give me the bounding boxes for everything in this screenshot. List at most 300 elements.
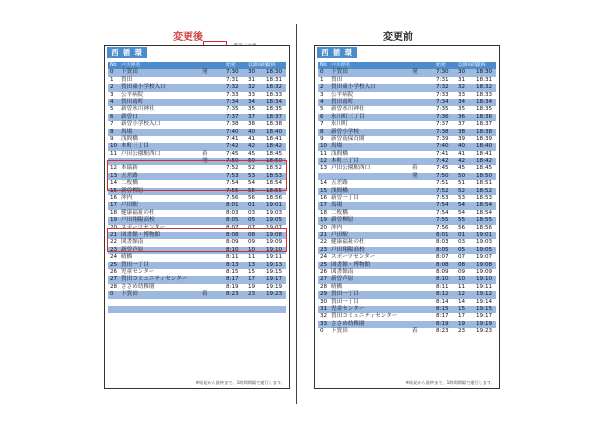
table-cell: 8:05	[226, 217, 239, 224]
table-cell: 賀田東小学校入口	[331, 84, 376, 91]
table-cell: 8:12	[436, 291, 449, 298]
table-cell: ささめ幼稚園	[121, 283, 155, 290]
table-cell: 18	[110, 209, 118, 216]
table-cell: 19:05	[476, 246, 493, 253]
table-cell: 15	[248, 268, 256, 275]
table-cell: 賀田一丁目	[331, 298, 359, 305]
table-cell: スポーツセンター	[121, 224, 166, 231]
column-header: 始発	[226, 63, 236, 68]
table-cell: 下賀田	[121, 69, 138, 76]
table-cell: 8:01	[226, 202, 239, 209]
table-cell: 11	[458, 283, 466, 290]
table-cell: 54	[458, 202, 466, 209]
table-cell: 36	[458, 113, 466, 120]
table-cell: 18:30	[266, 69, 283, 76]
table-cell: 39	[458, 135, 466, 142]
table-cell: 19:15	[266, 268, 283, 275]
table-cell: 新曽芦原	[121, 246, 144, 253]
table-cell: 2	[110, 84, 114, 91]
table-cell: 45	[248, 150, 256, 157]
table-cell: 18:33	[476, 91, 493, 98]
table-cell: 18:52	[266, 165, 283, 172]
table-cell: 52	[248, 165, 256, 172]
timetable-after	[104, 45, 290, 389]
table-row	[318, 299, 496, 306]
table-cell: 18:42	[476, 158, 493, 165]
table-cell: 8	[320, 128, 324, 135]
table-cell: 7:40	[436, 143, 449, 150]
table-cell: 26	[320, 268, 328, 275]
table-cell: 19:01	[476, 231, 493, 238]
table-cell: 19:09	[476, 268, 493, 275]
table-cell: 7	[320, 121, 324, 128]
table-cell: 19	[248, 283, 256, 290]
table-cell: 30	[320, 298, 328, 305]
table-cell: 18:32	[266, 84, 283, 91]
table-cell: 22	[110, 239, 118, 246]
table-cell: 7:54	[436, 209, 449, 216]
table-cell: 図書館・博物館	[121, 231, 161, 238]
table-cell: 図書館南	[121, 239, 144, 246]
table-cell: 23	[248, 291, 256, 298]
table-row	[318, 180, 496, 187]
table-cell: 7	[110, 121, 114, 128]
table-cell: 10	[110, 143, 118, 150]
table-cell: 新曽口	[121, 113, 138, 120]
table-cell: 8:10	[226, 246, 239, 253]
table-cell: 50	[458, 172, 466, 179]
table-cell: 14	[110, 180, 118, 187]
table-cell: 01	[248, 202, 256, 209]
table-cell: 賀田南町	[121, 98, 144, 105]
table-cell: 18	[320, 209, 328, 216]
timetable-rows	[318, 62, 496, 335]
table-cell: 発	[202, 69, 208, 76]
table-cell: 二枚橋	[121, 180, 138, 187]
table-cell: 7:36	[436, 113, 449, 120]
table-cell: 新曽氷川神社	[121, 106, 155, 113]
table-cell: 7:41	[226, 135, 239, 142]
table-cell: 40	[458, 143, 466, 150]
table-cell: 23	[320, 246, 328, 253]
table-cell: 09	[248, 239, 256, 246]
table-cell: 8:14	[436, 298, 449, 305]
table-cell: 15	[110, 187, 118, 194]
table-cell: 8:15	[436, 305, 449, 312]
table-cell: 着	[202, 291, 208, 298]
table-cell: 53	[248, 172, 256, 179]
table-cell: 18:30	[476, 69, 493, 76]
table-cell: 8:03	[436, 239, 449, 246]
table-cell: 19:11	[266, 254, 283, 261]
table-cell: 18:37	[476, 121, 493, 128]
table-cell: 0	[320, 69, 324, 76]
table-cell: 8	[110, 128, 114, 135]
table-cell: 7:51	[436, 180, 449, 187]
column-header: バス停名	[331, 63, 351, 68]
table-cell: 12	[320, 158, 328, 165]
table-cell: 32	[248, 84, 256, 91]
table-cell: 健康福祉の杜	[331, 239, 365, 246]
table-cell: 7:45	[226, 150, 239, 157]
table-cell: 19:17	[476, 313, 493, 320]
table-cell: 新曽小学校入口	[121, 121, 161, 128]
table-row	[318, 313, 496, 320]
table-cell: 賀田南町	[331, 98, 354, 105]
table-cell: 18:32	[476, 84, 493, 91]
table-cell: 二枚橋	[331, 209, 348, 216]
table-row	[318, 225, 496, 232]
table-cell: 9	[110, 135, 114, 142]
table-cell: 20	[110, 224, 118, 231]
table-cell: 54	[248, 180, 256, 187]
table-cell: 7:31	[436, 76, 449, 83]
timetable-rows	[108, 62, 286, 321]
table-cell: 下賀田	[331, 69, 348, 76]
table-cell: 8:15	[226, 268, 239, 275]
table-row	[108, 306, 286, 313]
table-cell: 新曽柳原	[121, 187, 144, 194]
table-cell: 38	[458, 128, 466, 135]
table-cell: 21	[320, 231, 328, 238]
table-cell: 7:52	[436, 187, 449, 194]
table-cell: 19:23	[266, 291, 283, 298]
table-cell: 18:53	[266, 172, 283, 179]
column-header: 以降毎時	[248, 63, 268, 68]
table-cell: 7:31	[226, 76, 239, 83]
table-cell: 30	[248, 69, 256, 76]
table-cell: 18:53	[476, 195, 493, 202]
before-heading: 変更前	[383, 32, 413, 43]
table-cell: 18:50	[476, 172, 493, 179]
column-header: 始発	[436, 63, 446, 68]
table-cell: 賀田	[331, 76, 343, 83]
table-cell: 8:13	[226, 261, 239, 268]
table-cell: 18:40	[266, 128, 283, 135]
table-cell: 7:50	[226, 158, 239, 165]
table-cell: 7:37	[226, 113, 239, 120]
table-cell: 19:23	[476, 328, 493, 335]
footnote: ※始発から最終まで、1時間間隔で運行します。	[405, 380, 495, 385]
table-cell: 28	[320, 283, 328, 290]
table-cell: 26	[110, 268, 118, 275]
table-cell: 7:39	[436, 135, 449, 142]
table-cell: 18:31	[476, 76, 493, 83]
table-cell: 20	[320, 224, 328, 231]
table-cell: 着	[202, 150, 208, 157]
table-cell: 7:32	[436, 84, 449, 91]
table-cell: 氷川町三丁目	[331, 113, 365, 120]
table-row	[318, 284, 496, 291]
table-row	[318, 188, 496, 195]
table-cell: 25	[110, 261, 118, 268]
table-cell: 19:09	[266, 239, 283, 246]
table-cell: 18:35	[266, 106, 283, 113]
table-cell: 19:19	[266, 283, 283, 290]
table-cell: 51	[458, 180, 466, 187]
table-cell: 7:32	[226, 84, 239, 91]
table-cell: 晴橋	[121, 254, 133, 261]
table-cell: 18:38	[476, 128, 493, 135]
table-cell: 12	[458, 291, 466, 298]
route-title: 西 循 環	[107, 47, 147, 58]
table-cell: 18:35	[476, 106, 493, 113]
table-cell: 18:34	[266, 98, 283, 105]
table-cell: スポーツセンター	[331, 254, 376, 261]
table-cell: 19:03	[476, 239, 493, 246]
table-cell: 8:05	[436, 246, 449, 253]
table-cell: 賀田コミュニティセンター	[331, 313, 398, 320]
table-cell: 8:11	[436, 283, 449, 290]
table-row	[108, 276, 286, 283]
table-cell: 本瑞新	[121, 165, 138, 172]
table-cell: 8:10	[436, 276, 449, 283]
table-cell: 8:17	[226, 276, 239, 283]
table-cell: 7:35	[436, 106, 449, 113]
table-cell: 発	[412, 69, 418, 76]
table-cell: 8:23	[436, 328, 449, 335]
table-row	[318, 165, 496, 172]
table-cell: 18:45	[476, 165, 493, 172]
table-cell: 56	[458, 224, 466, 231]
table-cell: 18:55	[476, 217, 493, 224]
table-cell: 本町三丁目	[121, 143, 149, 150]
table-row	[108, 313, 286, 320]
table-row	[108, 217, 286, 224]
table-cell: 35	[458, 106, 466, 113]
table-cell: 8:07	[436, 254, 449, 261]
table-row	[318, 321, 496, 328]
table-cell: 27	[110, 276, 118, 283]
table-cell: 37	[248, 113, 256, 120]
table-cell: 18:54	[476, 202, 493, 209]
table-cell: 19:12	[476, 291, 493, 298]
table-cell: 19:08	[476, 261, 493, 268]
table-cell: 1	[320, 76, 324, 83]
table-cell: 19:03	[266, 209, 283, 216]
table-cell: 浅間橋	[121, 135, 138, 142]
table-cell: 53	[458, 195, 466, 202]
table-cell: 41	[248, 135, 256, 142]
table-cell: 18:36	[476, 113, 493, 120]
table-cell: 19	[320, 217, 328, 224]
table-cell: 8:08	[226, 231, 239, 238]
table-cell: 2	[320, 84, 324, 91]
table-cell: 12	[110, 165, 118, 172]
table-cell: 4	[110, 98, 114, 105]
table-cell: 33	[458, 91, 466, 98]
table-cell: 18:55	[266, 187, 283, 194]
table-cell: 3	[110, 91, 114, 98]
table-cell: 発	[412, 172, 418, 179]
table-cell: 7:55	[436, 217, 449, 224]
table-cell: 7:34	[226, 98, 239, 105]
table-cell: 34	[248, 98, 256, 105]
table-cell: 17	[458, 313, 466, 320]
table-row	[318, 84, 496, 91]
table-row	[318, 202, 496, 209]
table-cell: 晴橋	[331, 283, 343, 290]
table-cell: 本町三丁目	[331, 158, 359, 165]
table-cell: 7:54	[436, 202, 449, 209]
table-cell: 発	[202, 158, 208, 165]
table-cell: 18:54	[476, 209, 493, 216]
table-cell: 22	[320, 239, 328, 246]
table-cell: 11	[110, 150, 118, 157]
table-row	[108, 84, 286, 91]
table-cell: 8:09	[226, 239, 239, 246]
table-cell: 1	[110, 76, 114, 83]
table-row	[108, 129, 286, 136]
table-cell: 戸田駅	[331, 231, 348, 238]
table-cell: 30	[458, 69, 466, 76]
table-cell: 19:15	[476, 305, 493, 312]
footnote: ※始発から最終まで、1時間間隔で運行します。	[195, 380, 285, 385]
table-cell: 8:11	[226, 254, 239, 261]
table-row	[318, 69, 496, 76]
table-row	[318, 239, 496, 246]
table-cell: 10	[248, 246, 256, 253]
new-stop-highlight	[107, 160, 287, 191]
table-cell: 18:38	[266, 121, 283, 128]
table-cell: 賀田コミュニティセンター	[121, 276, 188, 283]
table-cell: 54	[458, 209, 466, 216]
table-cell: 図書館南	[331, 268, 354, 275]
table-cell: 賀田一丁目	[331, 291, 359, 298]
table-cell: 18:54	[266, 180, 283, 187]
table-cell: 18:37	[266, 113, 283, 120]
table-cell: 賀田一丁目	[121, 261, 149, 268]
table-cell: 着	[412, 328, 418, 335]
table-cell: 24	[110, 254, 118, 261]
table-cell: 15	[458, 305, 466, 312]
table-cell: 17	[110, 202, 118, 209]
table-cell: 7:53	[226, 172, 239, 179]
table-cell: 7:42	[436, 158, 449, 165]
table-cell: 19:14	[476, 298, 493, 305]
after-heading: 変更後	[173, 32, 203, 43]
table-cell: 8:09	[436, 268, 449, 275]
table-cell: 56	[248, 195, 256, 202]
table-cell: 13	[320, 165, 328, 172]
new-stop-highlight	[107, 228, 287, 252]
table-cell: 40	[248, 128, 256, 135]
table-row	[108, 69, 286, 76]
table-cell: 18:56	[476, 224, 493, 231]
table-row	[108, 291, 286, 298]
table-cell: 19:08	[266, 231, 283, 238]
table-cell: 0	[320, 328, 324, 335]
table-cell: 0	[110, 69, 114, 76]
table-cell: 戸田翔陽高校	[121, 217, 155, 224]
table-cell: 浅間橋	[331, 150, 348, 157]
table-cell: 5	[320, 106, 324, 113]
table-cell: 7:42	[226, 143, 239, 150]
table-row	[318, 276, 496, 283]
table-cell: 賀田	[121, 76, 133, 83]
table-cell: 8:23	[226, 291, 239, 298]
table-cell: 19:10	[266, 246, 283, 253]
table-cell: 09	[458, 268, 466, 275]
column-header: 最終	[266, 63, 276, 68]
table-row	[318, 136, 496, 143]
table-cell: 新曽南保育園	[331, 135, 365, 142]
table-cell: 五差路	[121, 172, 138, 179]
column-header: バス停名	[121, 63, 141, 68]
table-cell: 氷川町	[331, 121, 348, 128]
table-cell: 戸田公園駅西口	[121, 150, 161, 157]
table-cell: 27	[320, 276, 328, 283]
table-row	[108, 299, 286, 306]
table-cell: 5	[110, 106, 114, 113]
table-cell: 8:19	[226, 283, 239, 290]
table-cell: 18:33	[266, 91, 283, 98]
table-cell: 16	[320, 195, 328, 202]
table-cell: 18:39	[476, 135, 493, 142]
table-cell: 38	[248, 121, 256, 128]
column-header: No	[320, 63, 327, 68]
table-row	[108, 151, 286, 158]
table-cell: 7:34	[436, 98, 449, 105]
table-cell: 10	[458, 276, 466, 283]
table-cell: 05	[248, 217, 256, 224]
table-cell: 着	[412, 165, 418, 172]
table-cell: 沖内	[121, 195, 133, 202]
table-cell: 19:17	[266, 276, 283, 283]
table-cell: 41	[458, 150, 466, 157]
table-cell: 戸田翔陽高校	[331, 246, 365, 253]
table-cell: 07	[458, 254, 466, 261]
table-cell: 0	[110, 291, 114, 298]
table-cell: 18:40	[476, 143, 493, 150]
table-cell: 4	[320, 98, 324, 105]
table-cell: 23	[110, 246, 118, 253]
table-cell: 新曽氷川神社	[331, 106, 365, 113]
table-cell: 31	[320, 305, 328, 312]
table-cell: 55	[248, 187, 256, 194]
table-cell: 6	[320, 113, 324, 120]
table-cell: 7:38	[436, 128, 449, 135]
table-row	[318, 143, 496, 150]
column-header: 最終	[476, 63, 486, 68]
table-cell: 19:01	[266, 202, 283, 209]
table-row	[318, 106, 496, 113]
table-cell: 35	[248, 106, 256, 113]
table-cell: 13	[110, 172, 118, 179]
table-cell: 9	[320, 135, 324, 142]
table-cell: 19:11	[476, 283, 493, 290]
table-cell: 32	[320, 313, 328, 320]
table-cell: 29	[320, 291, 328, 298]
column-header: 以降毎時	[458, 63, 478, 68]
table-cell: 7:52	[226, 165, 239, 172]
table-cell: 7:30	[436, 69, 449, 76]
table-cell: 7:45	[436, 165, 449, 172]
table-cell: 8:07	[226, 224, 239, 231]
table-cell: 沖内	[331, 224, 343, 231]
table-cell: 50	[248, 158, 256, 165]
table-cell: 25	[320, 261, 328, 268]
table-cell: 7:33	[226, 91, 239, 98]
table-cell: 7:35	[226, 106, 239, 113]
table-cell: 13	[248, 261, 256, 268]
table-cell: 45	[458, 165, 466, 172]
table-cell: 18:45	[266, 150, 283, 157]
table-row	[318, 121, 496, 128]
table-cell: 11	[320, 150, 328, 157]
table-cell: 07	[248, 224, 256, 231]
table-cell: 7:41	[436, 150, 449, 157]
